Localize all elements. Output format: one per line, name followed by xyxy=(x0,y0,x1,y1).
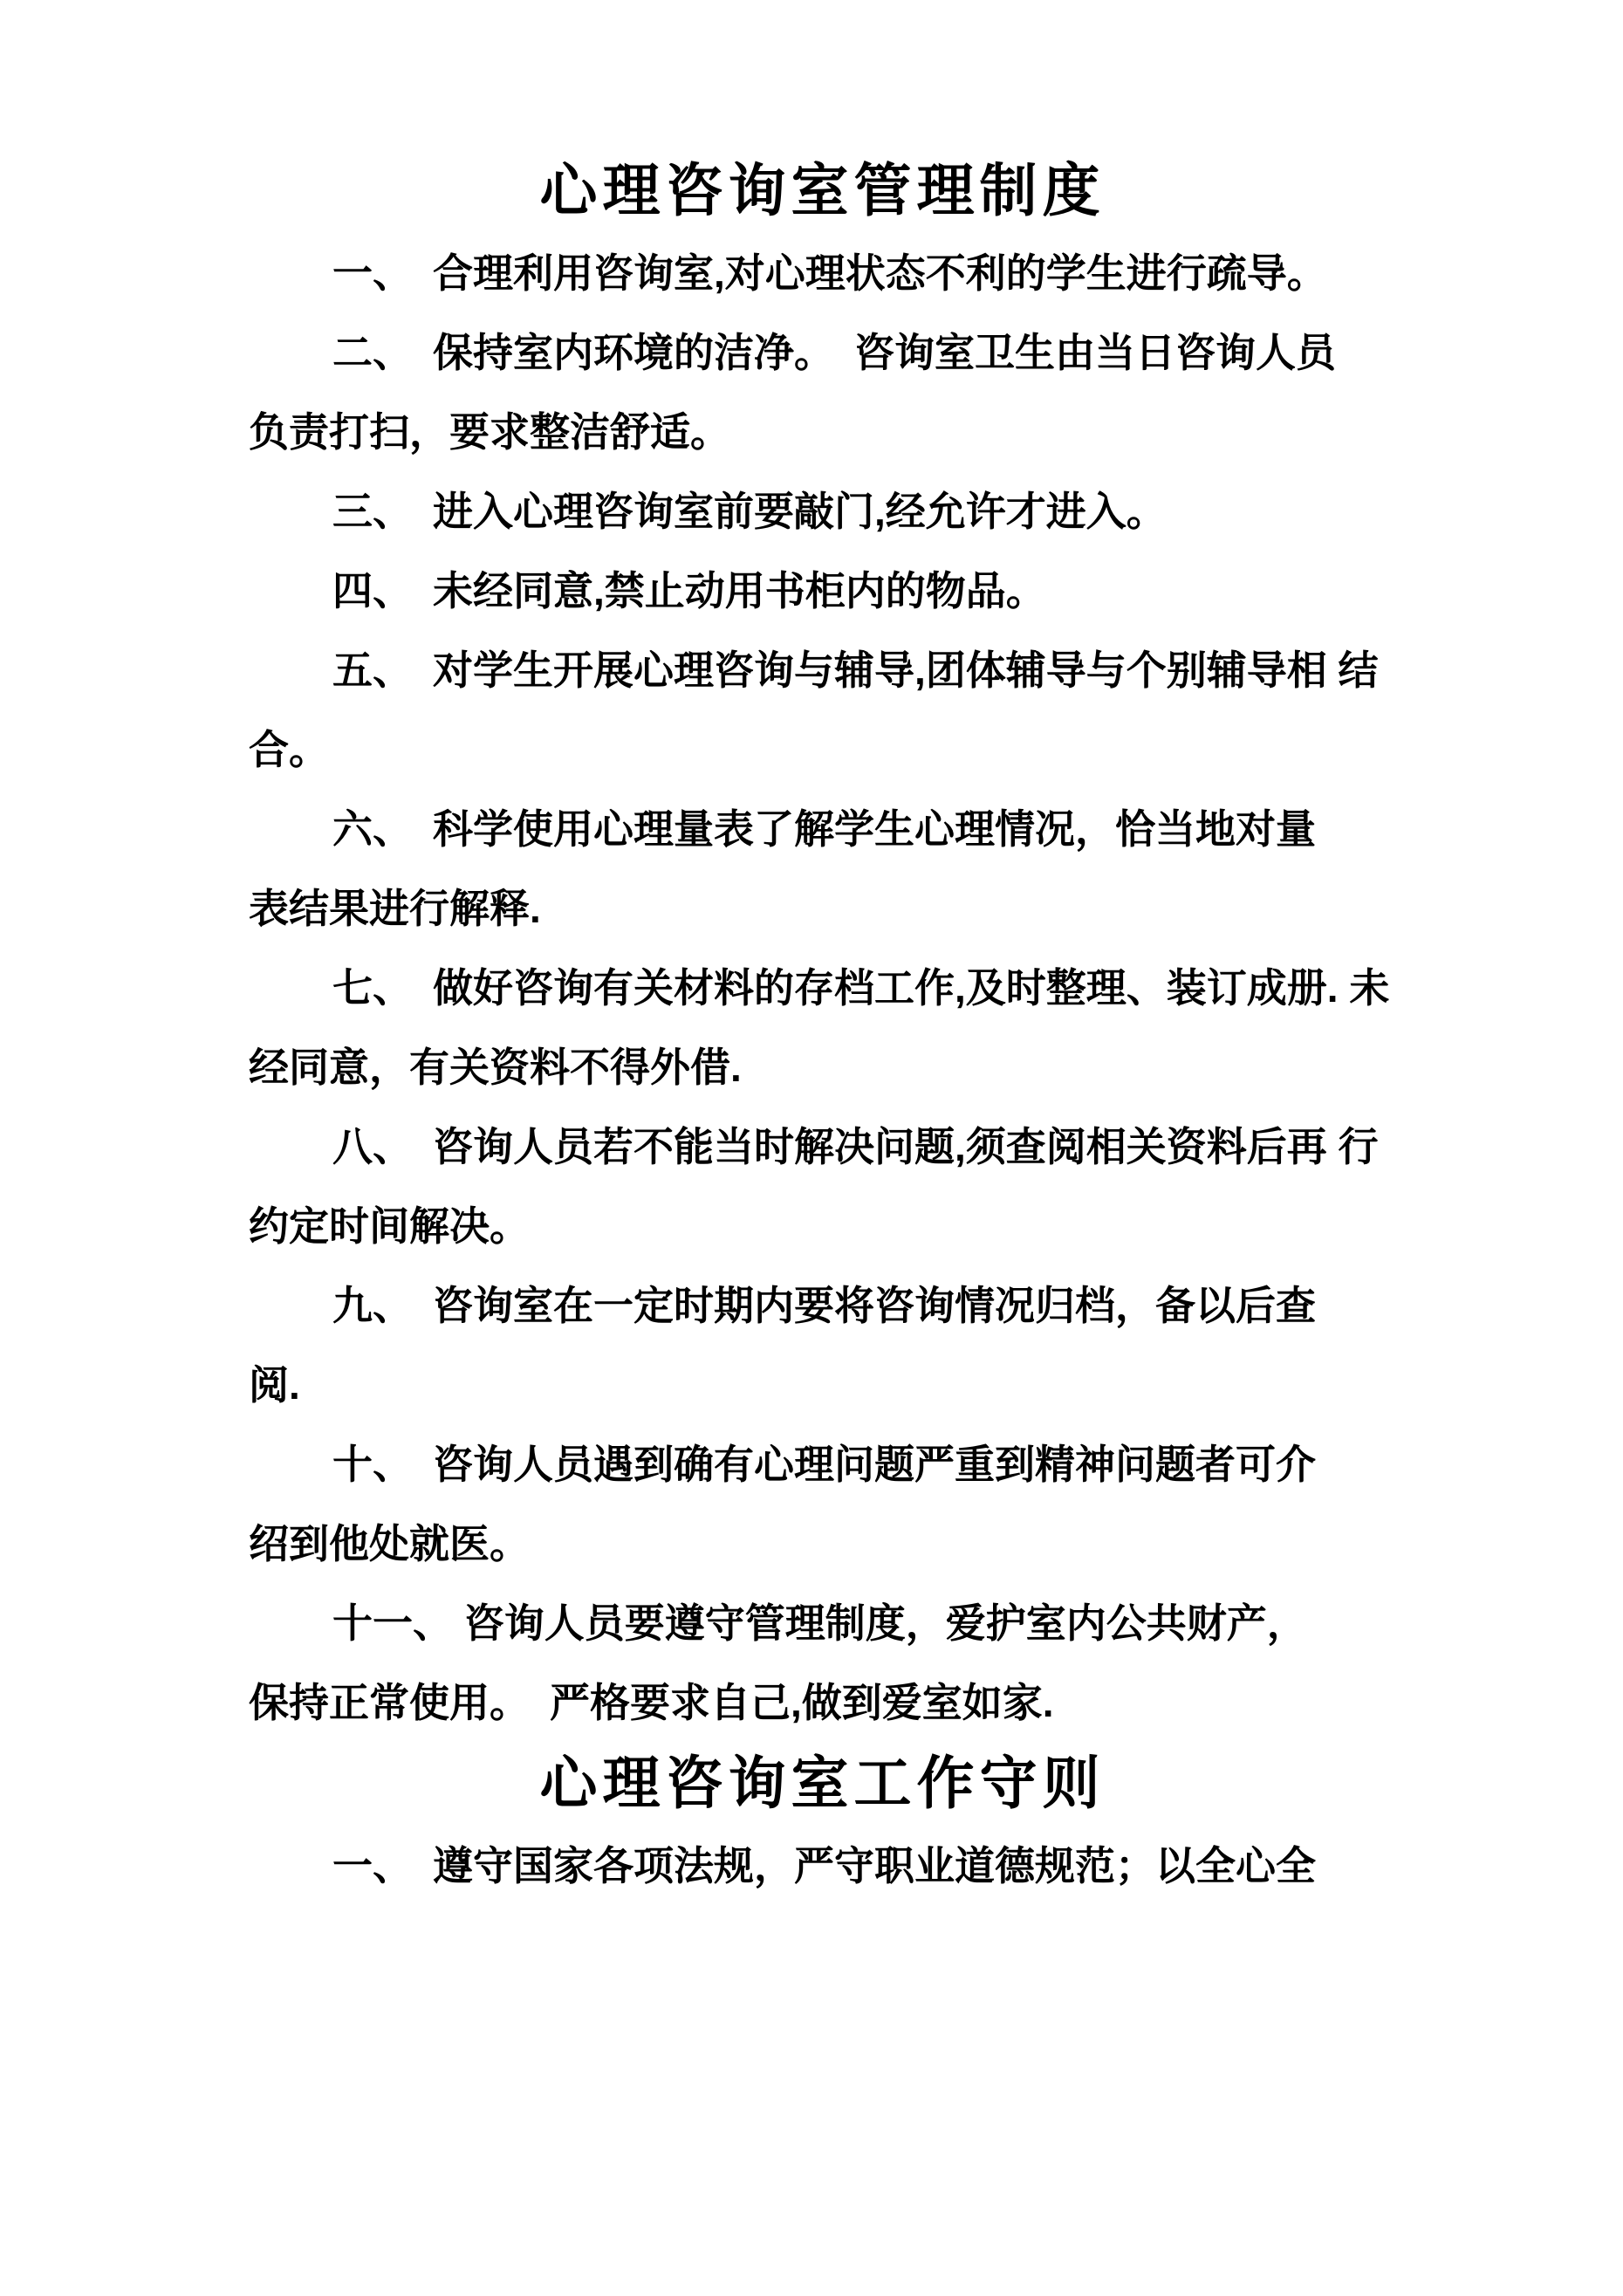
rule-6 xyxy=(249,790,1396,949)
rule-1 xyxy=(249,234,1396,313)
rule-3 xyxy=(249,472,1396,552)
rule-11-line-1: 十一、 咨询人员要遵守管理制度，爱护室内公共财产， xyxy=(332,1600,1307,1646)
rule-9-line-2: 阅. xyxy=(249,1362,300,1408)
rule-5 xyxy=(249,631,1396,790)
section1-title: 心理咨询室管理制度 xyxy=(539,160,1106,223)
rule-11-line-2: 保持正常使用。 严格要求自己,做到爱室如家. xyxy=(249,1680,1054,1725)
rule-7 xyxy=(249,949,1396,1107)
section2-title: 心理咨询室工作守则 xyxy=(539,1752,1106,1816)
rule-1-line-1: 一、 合理利用咨询室,对心理状态不利的学生进行疏导。 xyxy=(332,250,1327,296)
rule-10 xyxy=(249,1425,1396,1584)
rule-2-line-1: 二、 保持室内环境的洁净。 咨询室卫生由当日咨询人员 xyxy=(332,330,1336,375)
rule-2 xyxy=(249,313,1396,472)
section2-rule-1-line-1: 一、 遵守国家各项法规，严守职业道德规范；以全心全 xyxy=(332,1843,1316,1888)
rule-10-line-1: 十、 咨询人员遇到确有心理问题严重到精神问题者可介 xyxy=(332,1442,1316,1487)
rule-6-line-2: 表结果进行解释. xyxy=(249,886,541,931)
rule-3-line-1: 三、 进入心理咨询室前要敲门,经允许才进入。 xyxy=(332,489,1167,534)
rule-8 xyxy=(249,1107,1396,1266)
rule-4-line-1: 四、 未经同意,禁止动用书柜内的物品。 xyxy=(332,568,1046,613)
rule-2-line-2: 负责打扫，要求整洁舒适。 xyxy=(249,409,730,455)
rule-4 xyxy=(249,552,1396,631)
rule-5-line-1: 五、 对学生开展心理咨询与辅导,团体辅导与个别辅导相 结 xyxy=(332,648,1379,693)
rule-9-line-1: 九、 咨询室在一定时期内要将咨询情况归档，备以后查 xyxy=(332,1283,1316,1328)
rule-9 xyxy=(249,1266,1396,1425)
section2-rule-1 xyxy=(249,1827,1396,1906)
rule-7-line-2: 经同意，有关资料不得外借. xyxy=(249,1045,742,1090)
rule-8-line-2: 约定时间解决。 xyxy=(249,1203,530,1249)
rule-8-line-1: 八、 咨询人员若不能当时解决问题,须查阅相关资料后再 行 xyxy=(332,1124,1379,1169)
rule-11 xyxy=(249,1584,1396,1743)
rule-6-line-1: 六、 科学使用心理量表了解学生心理情况，恰当地对量 xyxy=(332,806,1316,852)
rule-5-line-2: 合。 xyxy=(249,727,329,772)
rule-7-line-1: 七、 做好咨询有关材料的存档工作,及时整理、装订成册. 未 xyxy=(332,965,1390,1011)
rule-10-line-2: 绍到他处就医。 xyxy=(249,1521,530,1566)
